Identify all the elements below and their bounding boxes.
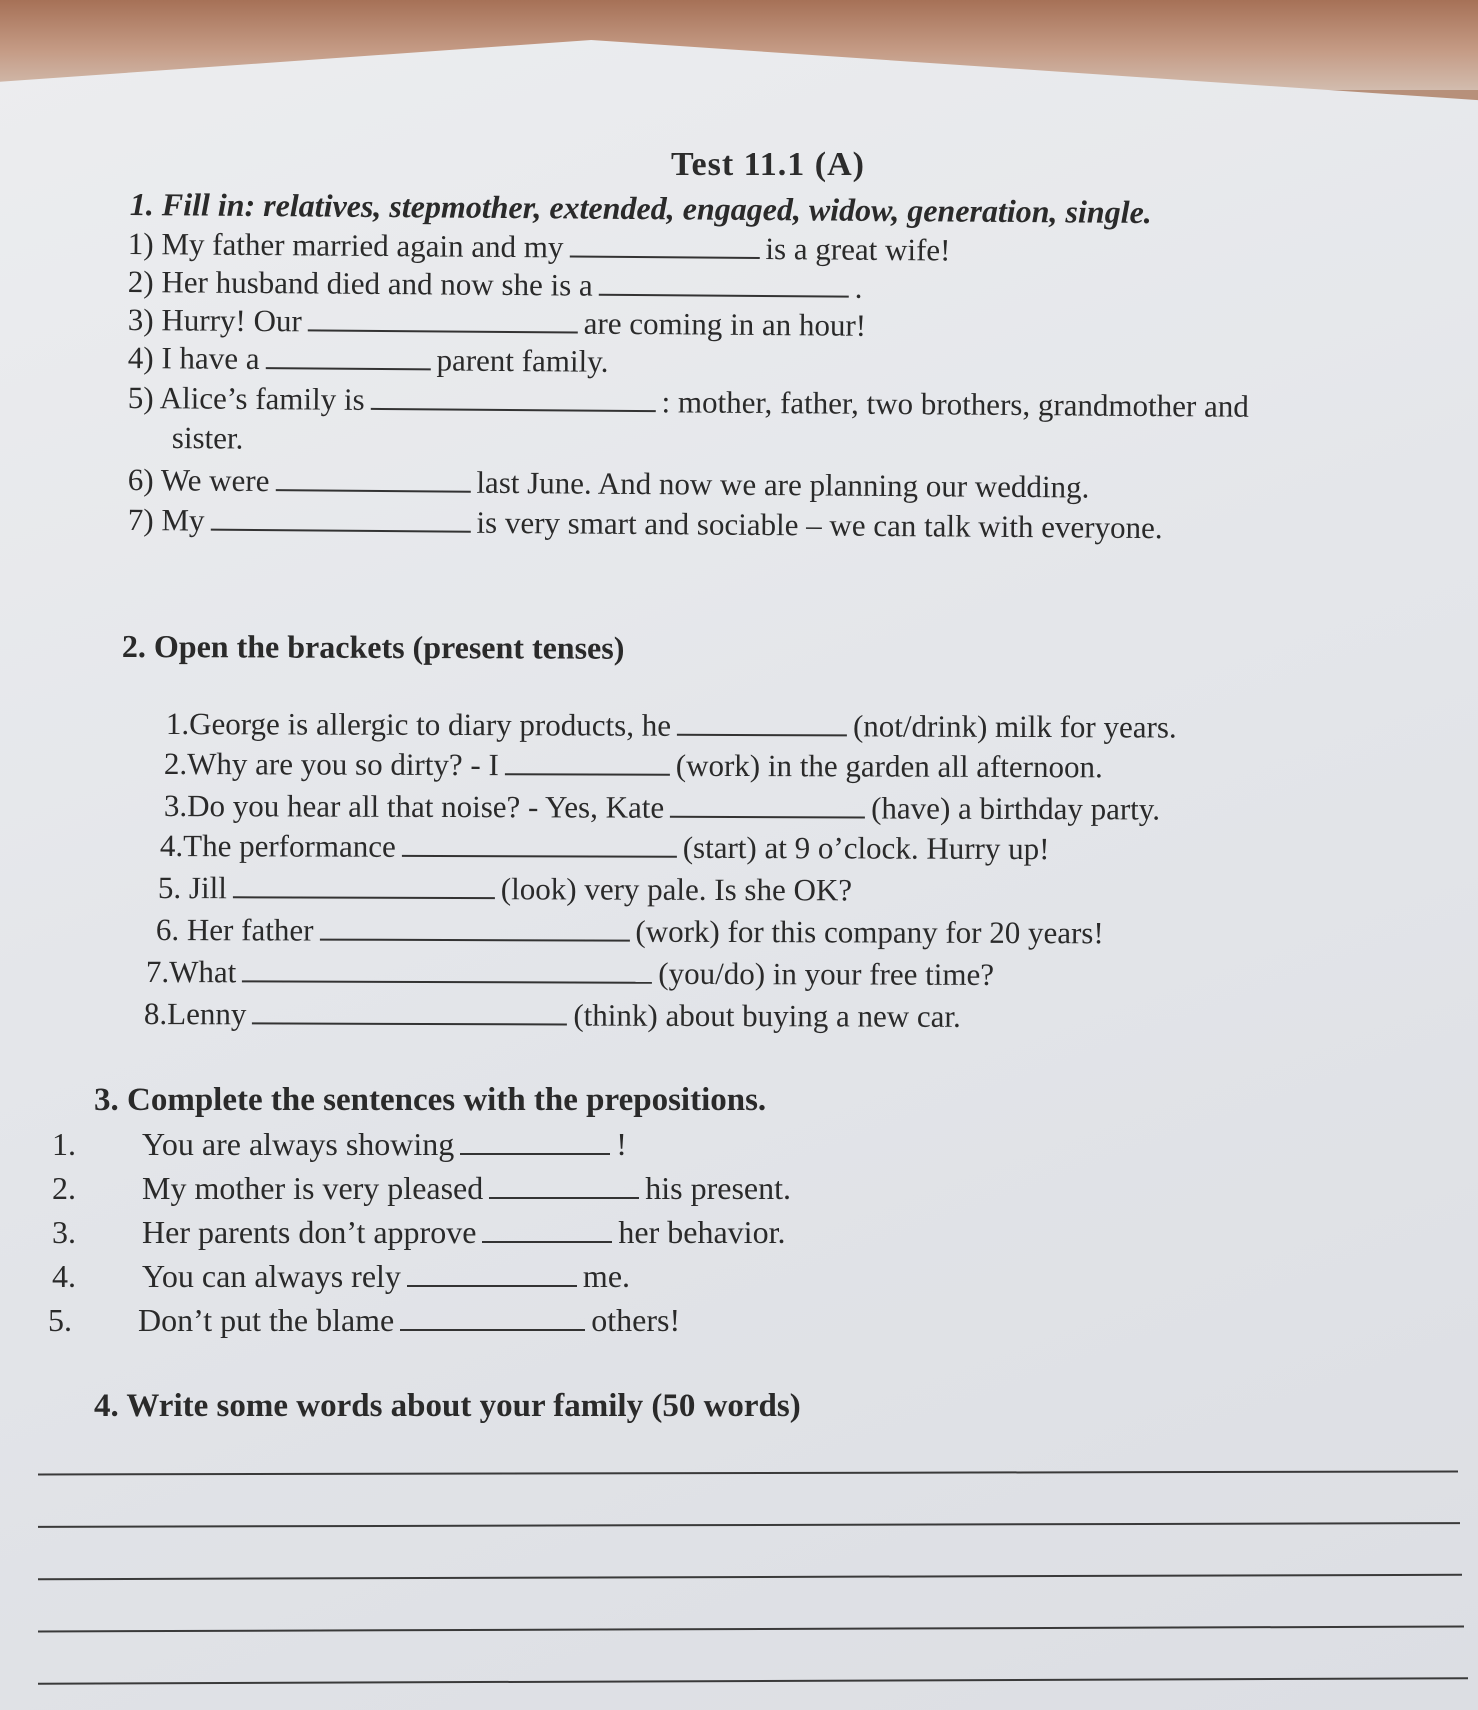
answer-blank[interactable] <box>371 384 656 412</box>
section-2-heading: 2. Open the brackets (present tenses) <box>121 628 625 666</box>
section-3-heading: 3. Complete the sentences with the prepositions. <box>94 1082 767 1118</box>
answer-blank[interactable] <box>677 710 847 737</box>
s1-item-5: 5) Alice’s family is : mother, father, two brothers, grandmother and <box>127 380 1249 424</box>
s2-item-6: 6. Her father (work) for this company for 20 years! <box>155 912 1104 951</box>
answer-blank[interactable] <box>400 1305 585 1331</box>
section-4-heading: 4. Write some words about your family (50 words) <box>94 1388 801 1424</box>
s1-item-1: 1) My father married again and my is a great wife! <box>127 226 951 268</box>
answer-blank[interactable] <box>599 270 849 298</box>
s2-item-3: 3.Do you hear all that noise? - Yes, Kate (have) a birthday party. <box>163 788 1161 827</box>
answer-blank[interactable] <box>505 749 670 776</box>
answer-blank[interactable] <box>670 792 865 819</box>
s1-item-3: 3) Hurry! Our are coming in an hour! <box>127 302 867 343</box>
s2-item-1: 1.George is allergic to diary products, he (not/drink) milk for years. <box>165 706 1177 745</box>
answer-blank[interactable] <box>402 831 677 858</box>
s1-item-5-cont: sister. <box>171 420 244 456</box>
answer-blank[interactable] <box>242 956 652 983</box>
s3-item-1: 1. You are always showing ! <box>52 1126 627 1162</box>
s2-item-7: 7.What (you/do) in your free time? <box>145 954 995 992</box>
s1-item-2: 2) Her husband died and now she is a . <box>127 264 863 305</box>
s1-item-7: 7) My is very smart and sociable – we can talk with everyone. <box>127 502 1163 546</box>
s3-item-3: 3. Her parents don’t approve her behavior. <box>52 1214 786 1250</box>
page-title: Test 11.1 (A) <box>670 146 866 183</box>
answer-blank[interactable] <box>265 343 430 370</box>
answer-blank[interactable] <box>210 505 470 533</box>
answer-blank[interactable] <box>489 1173 639 1199</box>
answer-blank[interactable] <box>308 305 578 333</box>
answer-blank[interactable] <box>275 465 470 493</box>
answer-blank[interactable] <box>233 872 495 899</box>
answer-blank[interactable] <box>482 1217 612 1243</box>
s2-item-5: 5. Jill (look) very pale. Is she OK? <box>157 870 853 908</box>
s1-item-4: 4) I have a parent family. <box>127 340 609 379</box>
answer-blank[interactable] <box>460 1129 610 1155</box>
s2-item-2: 2.Why are you so dirty? - I (work) in the garden all afternoon. <box>163 746 1103 785</box>
s3-item-2: 2. My mother is very pleased his present. <box>52 1170 791 1206</box>
s3-item-5: 5. Don’t put the blame others! <box>48 1302 681 1338</box>
s2-item-8: 8.Lenny (think) about buying a new car. <box>143 996 961 1034</box>
answer-blank[interactable] <box>407 1261 577 1287</box>
s2-item-4: 4.The performance (start) at 9 o’clock. Hurry up! <box>159 828 1050 867</box>
section-1-heading: 1. Fill in: relatives, stepmother, extended, engaged, widow, generation, single. <box>129 186 1152 231</box>
s1-item-6: 6) We were last June. And now we are planning our wedding. <box>127 462 1090 505</box>
answer-blank[interactable] <box>319 915 629 942</box>
s3-item-4: 4. You can always rely me. <box>52 1258 631 1294</box>
answer-blank[interactable] <box>252 998 567 1025</box>
answer-blank[interactable] <box>569 231 759 258</box>
